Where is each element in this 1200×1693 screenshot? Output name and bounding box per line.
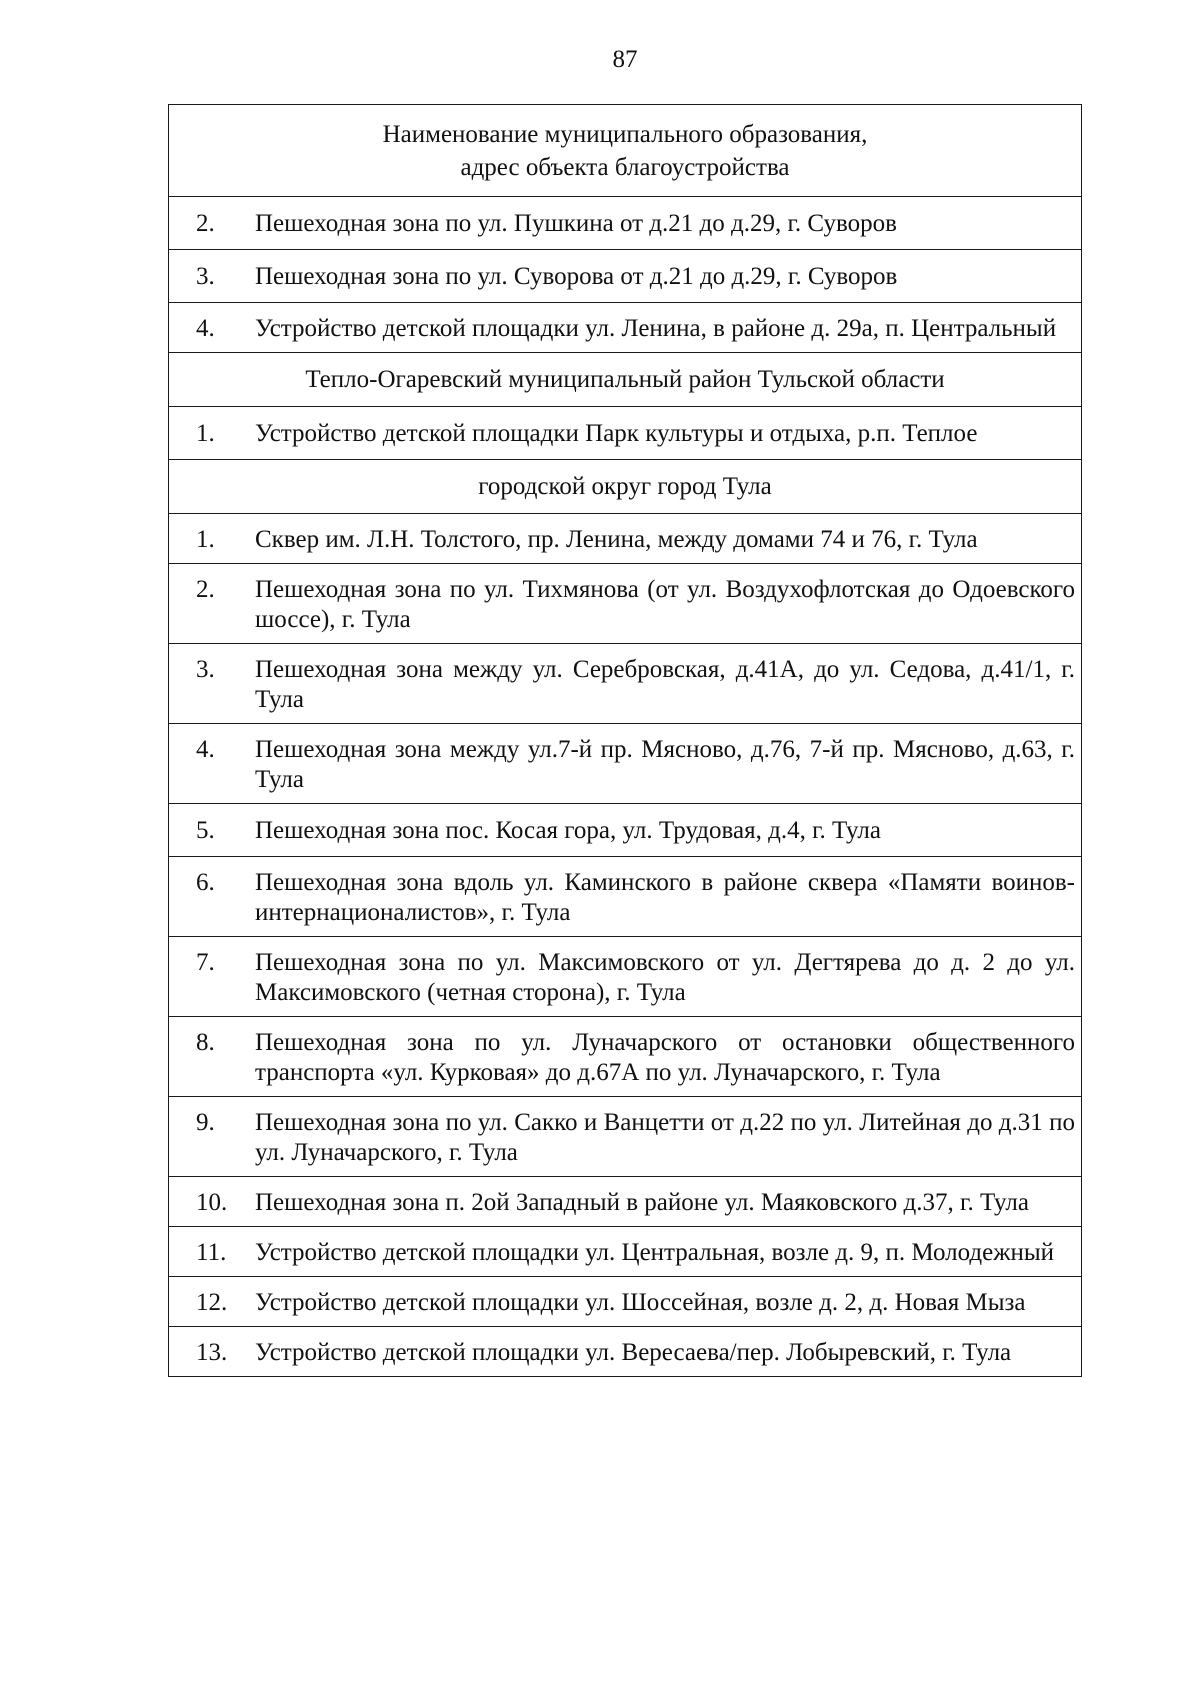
objects-table <box>168 104 1082 1377</box>
row-number: 12. <box>196 1289 228 1316</box>
row-number: 7. <box>196 949 215 976</box>
row-number: 1. <box>196 526 215 553</box>
row-number: 6. <box>196 869 215 896</box>
table-row <box>169 1097 1081 1177</box>
table-row <box>169 644 1081 724</box>
table-row <box>169 514 1081 564</box>
row-number: 3. <box>196 263 215 290</box>
row-address: Пешеходная зона пос. Косая гора, ул. Трудовая, д.4, г. Тула <box>255 817 882 844</box>
table-row <box>169 724 1081 804</box>
row-address: Сквер им. Л.Н. Толстого, пр. Ленина, между домами 74 и 76, г. Тула <box>255 526 978 553</box>
row-number: 13. <box>196 1339 228 1366</box>
row-address: Пешеходная зона между ул.7-й пр. Мясново, д.76, 7-й пр. Мясново, д.63, г. Тула <box>255 736 1075 793</box>
row-number: 8. <box>196 1029 215 1056</box>
row-number: 9. <box>196 1109 215 1136</box>
row-number: 3. <box>196 656 215 683</box>
table-row <box>169 1277 1081 1327</box>
table-row <box>169 564 1081 644</box>
row-address: Устройство детской площадки ул. Ленина, в районе д. 29а, п. Центральный <box>255 315 1057 342</box>
table-row <box>169 804 1081 857</box>
section-title: Тепло-Огаревский муниципальный район Тульской области <box>169 353 1081 407</box>
table-row <box>169 857 1081 937</box>
row-number: 11. <box>196 1239 227 1266</box>
table-row <box>169 1017 1081 1097</box>
row-number: 4. <box>196 736 215 763</box>
table-row <box>169 303 1081 353</box>
page-number: 87 <box>612 46 638 73</box>
header-line-1: Наименование муниципального образования, <box>382 121 868 148</box>
table-row <box>169 407 1081 460</box>
row-address: Пешеходная зона по ул. Максимовского от ул. Дегтярева до д. 2 до ул. Максимовского (четная сторона), г. Тула <box>255 949 1075 1006</box>
table-row <box>169 1227 1081 1277</box>
row-number: 10. <box>196 1189 228 1216</box>
table-header <box>169 105 1081 197</box>
row-address: Пешеходная зона по ул. Суворова от д.21 до д.29, г. Суворов <box>255 263 898 290</box>
row-address: Пешеходная зона по ул. Луначарского от остановки общественного транспорта «ул. Курковая» до д.67А по ул. Луначарского, г. Тула <box>255 1029 1075 1086</box>
row-number: 1. <box>196 420 215 447</box>
section-title: городской округ город Тула <box>169 460 1081 514</box>
row-address: Устройство детской площадки ул. Шоссейная, возле д. 2, д. Новая Мыза <box>255 1289 1026 1316</box>
row-address: Пешеходная зона по ул. Пушкина от д.21 до д.29, г. Суворов <box>255 210 897 237</box>
row-address: Пешеходная зона п. 2ой Западный в районе ул. Маяковского д.37, г. Тула <box>255 1189 1029 1216</box>
row-address: Устройство детской площадки ул. Вересаева/пер. Лобыревский, г. Тула <box>255 1339 1012 1366</box>
table-row <box>169 250 1081 303</box>
table-row <box>169 1177 1081 1227</box>
table-row <box>169 1327 1081 1376</box>
header-line-2: адрес объекта благоустройства <box>460 154 790 181</box>
row-number: 5. <box>196 817 215 844</box>
row-address: Пешеходная зона вдоль ул. Каминского в районе сквера «Памяти воинов-интернационалистов», г. Тула <box>255 869 1075 926</box>
row-number: 2. <box>196 576 215 603</box>
row-address: Пешеходная зона по ул. Тихмянова (от ул. Воздухофлотская до Одоевского шоссе), г. Тула <box>255 576 1075 633</box>
table-row <box>169 937 1081 1017</box>
row-address: Пешеходная зона по ул. Сакко и Ванцетти от д.22 по ул. Литейная до д.31 по ул. Луначарского, г. Тула <box>255 1109 1075 1166</box>
row-address: Пешеходная зона между ул. Серебровская, д.41А, до ул. Седова, д.41/1, г. Тула <box>255 656 1075 713</box>
row-number: 2. <box>196 210 215 237</box>
row-number: 4. <box>196 315 215 342</box>
table-row <box>169 197 1081 250</box>
row-address: Устройство детской площадки ул. Центральная, возле д. 9, п. Молодежный <box>255 1239 1055 1266</box>
row-address: Устройство детской площадки Парк культуры и отдыха, р.п. Теплое <box>255 420 978 447</box>
